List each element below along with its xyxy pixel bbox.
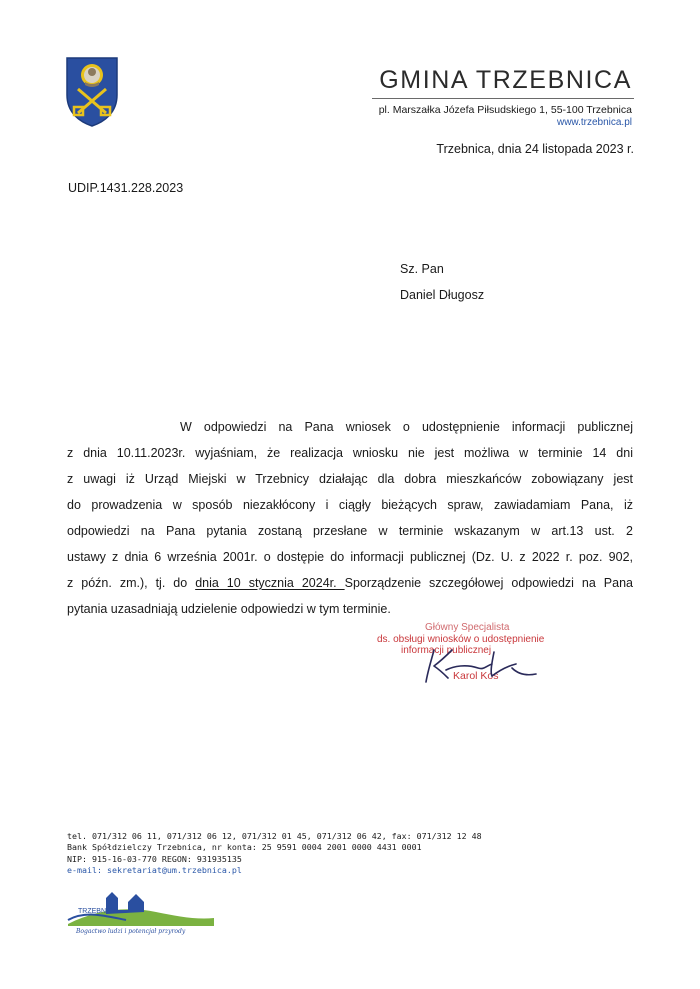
website-link[interactable]: www.trzebnica.pl bbox=[556, 117, 632, 128]
body-line: pytania uzasadniają udzielenie odpowiedzi w tym terminie. bbox=[67, 602, 391, 616]
body-line: z dnia 10.11.2023r. wyjaśniam, że realizacja wniosku nie jest możliwa w terminie 14 dni bbox=[67, 446, 633, 460]
body-line: W odpowiedzi na Pana wniosek o udostępnienie informacji publicznej bbox=[180, 420, 633, 434]
stamp-position-cont: informacji publicznej bbox=[401, 645, 492, 656]
body-text: z późn. zm.), tj. do bbox=[67, 576, 196, 590]
footer-bank-account: Bank Spółdzielczy Trzebnica, nr konta: 25 9591 0004 2001 0000 4431 0001 bbox=[67, 842, 422, 853]
footer-contact bbox=[67, 831, 527, 876]
body-line bbox=[67, 574, 633, 600]
organization-address: pl. Marszałka Józefa Piłsudskiego 1, 55-100 Trzebnica bbox=[378, 104, 632, 116]
body-line: ustawy z dnia 6 września 2001r. o dostępie do informacji publicznej (Dz. U. z 2022 r. poz. 902, bbox=[67, 550, 633, 564]
stamp-title: Główny Specjalista bbox=[425, 622, 510, 633]
header-divider bbox=[372, 98, 634, 99]
body-line: z uwagi iż Urząd Miejski w Trzebnicy działając dla dobra mieszkańców zobowiązany jest bbox=[67, 472, 633, 486]
deadline-date: dnia 10 stycznia 2024r. bbox=[195, 576, 345, 590]
logo-text: TRZEBNICA bbox=[78, 908, 118, 915]
footer-tax-ids: NIP: 915-16-03-770 REGON: 931935135 bbox=[67, 853, 242, 864]
body-line: do prowadzenia w sposób niezakłócony i ciągły bieżących spraw, zawiadamiam Pana, iż bbox=[67, 498, 633, 512]
stamp-position: ds. obsługi wniosków o udostępnienie bbox=[377, 634, 545, 645]
stamp-name: Karol Kos bbox=[453, 670, 499, 682]
trzebnica-logo-icon bbox=[66, 880, 216, 935]
logo-slogan: Bogactwo ludzi i potencjał przyrody bbox=[76, 928, 186, 935]
footer-email-link[interactable]: e-mail: sekretariat@um.trzebnica.pl bbox=[67, 864, 242, 875]
letter-body bbox=[67, 418, 633, 626]
footer-phones: tel. 071/312 06 11, 071/312 06 12, 071/312 01 45, 071/312 06 42, fax: 071/312 12 48 bbox=[67, 831, 482, 841]
letter-date: Trzebnica, dnia 24 listopada 2023 r. bbox=[436, 142, 634, 156]
recipient-salutation: Sz. Pan bbox=[400, 262, 444, 276]
recipient-name: Daniel Długosz bbox=[400, 288, 485, 302]
coat-of-arms-icon bbox=[64, 55, 120, 127]
body-line: odpowiedzi na Pana pytania zostaną przesłane w terminie wskazanym w art.13 ust. 2 bbox=[67, 524, 633, 538]
handwritten-signature bbox=[408, 644, 568, 684]
body-text: Sporządzenie szczegółowej odpowiedzi na Pana bbox=[344, 576, 633, 590]
organization-name: GMINA TRZEBNICA bbox=[379, 66, 632, 94]
case-number: UDIP.1431.228.2023 bbox=[68, 181, 184, 195]
